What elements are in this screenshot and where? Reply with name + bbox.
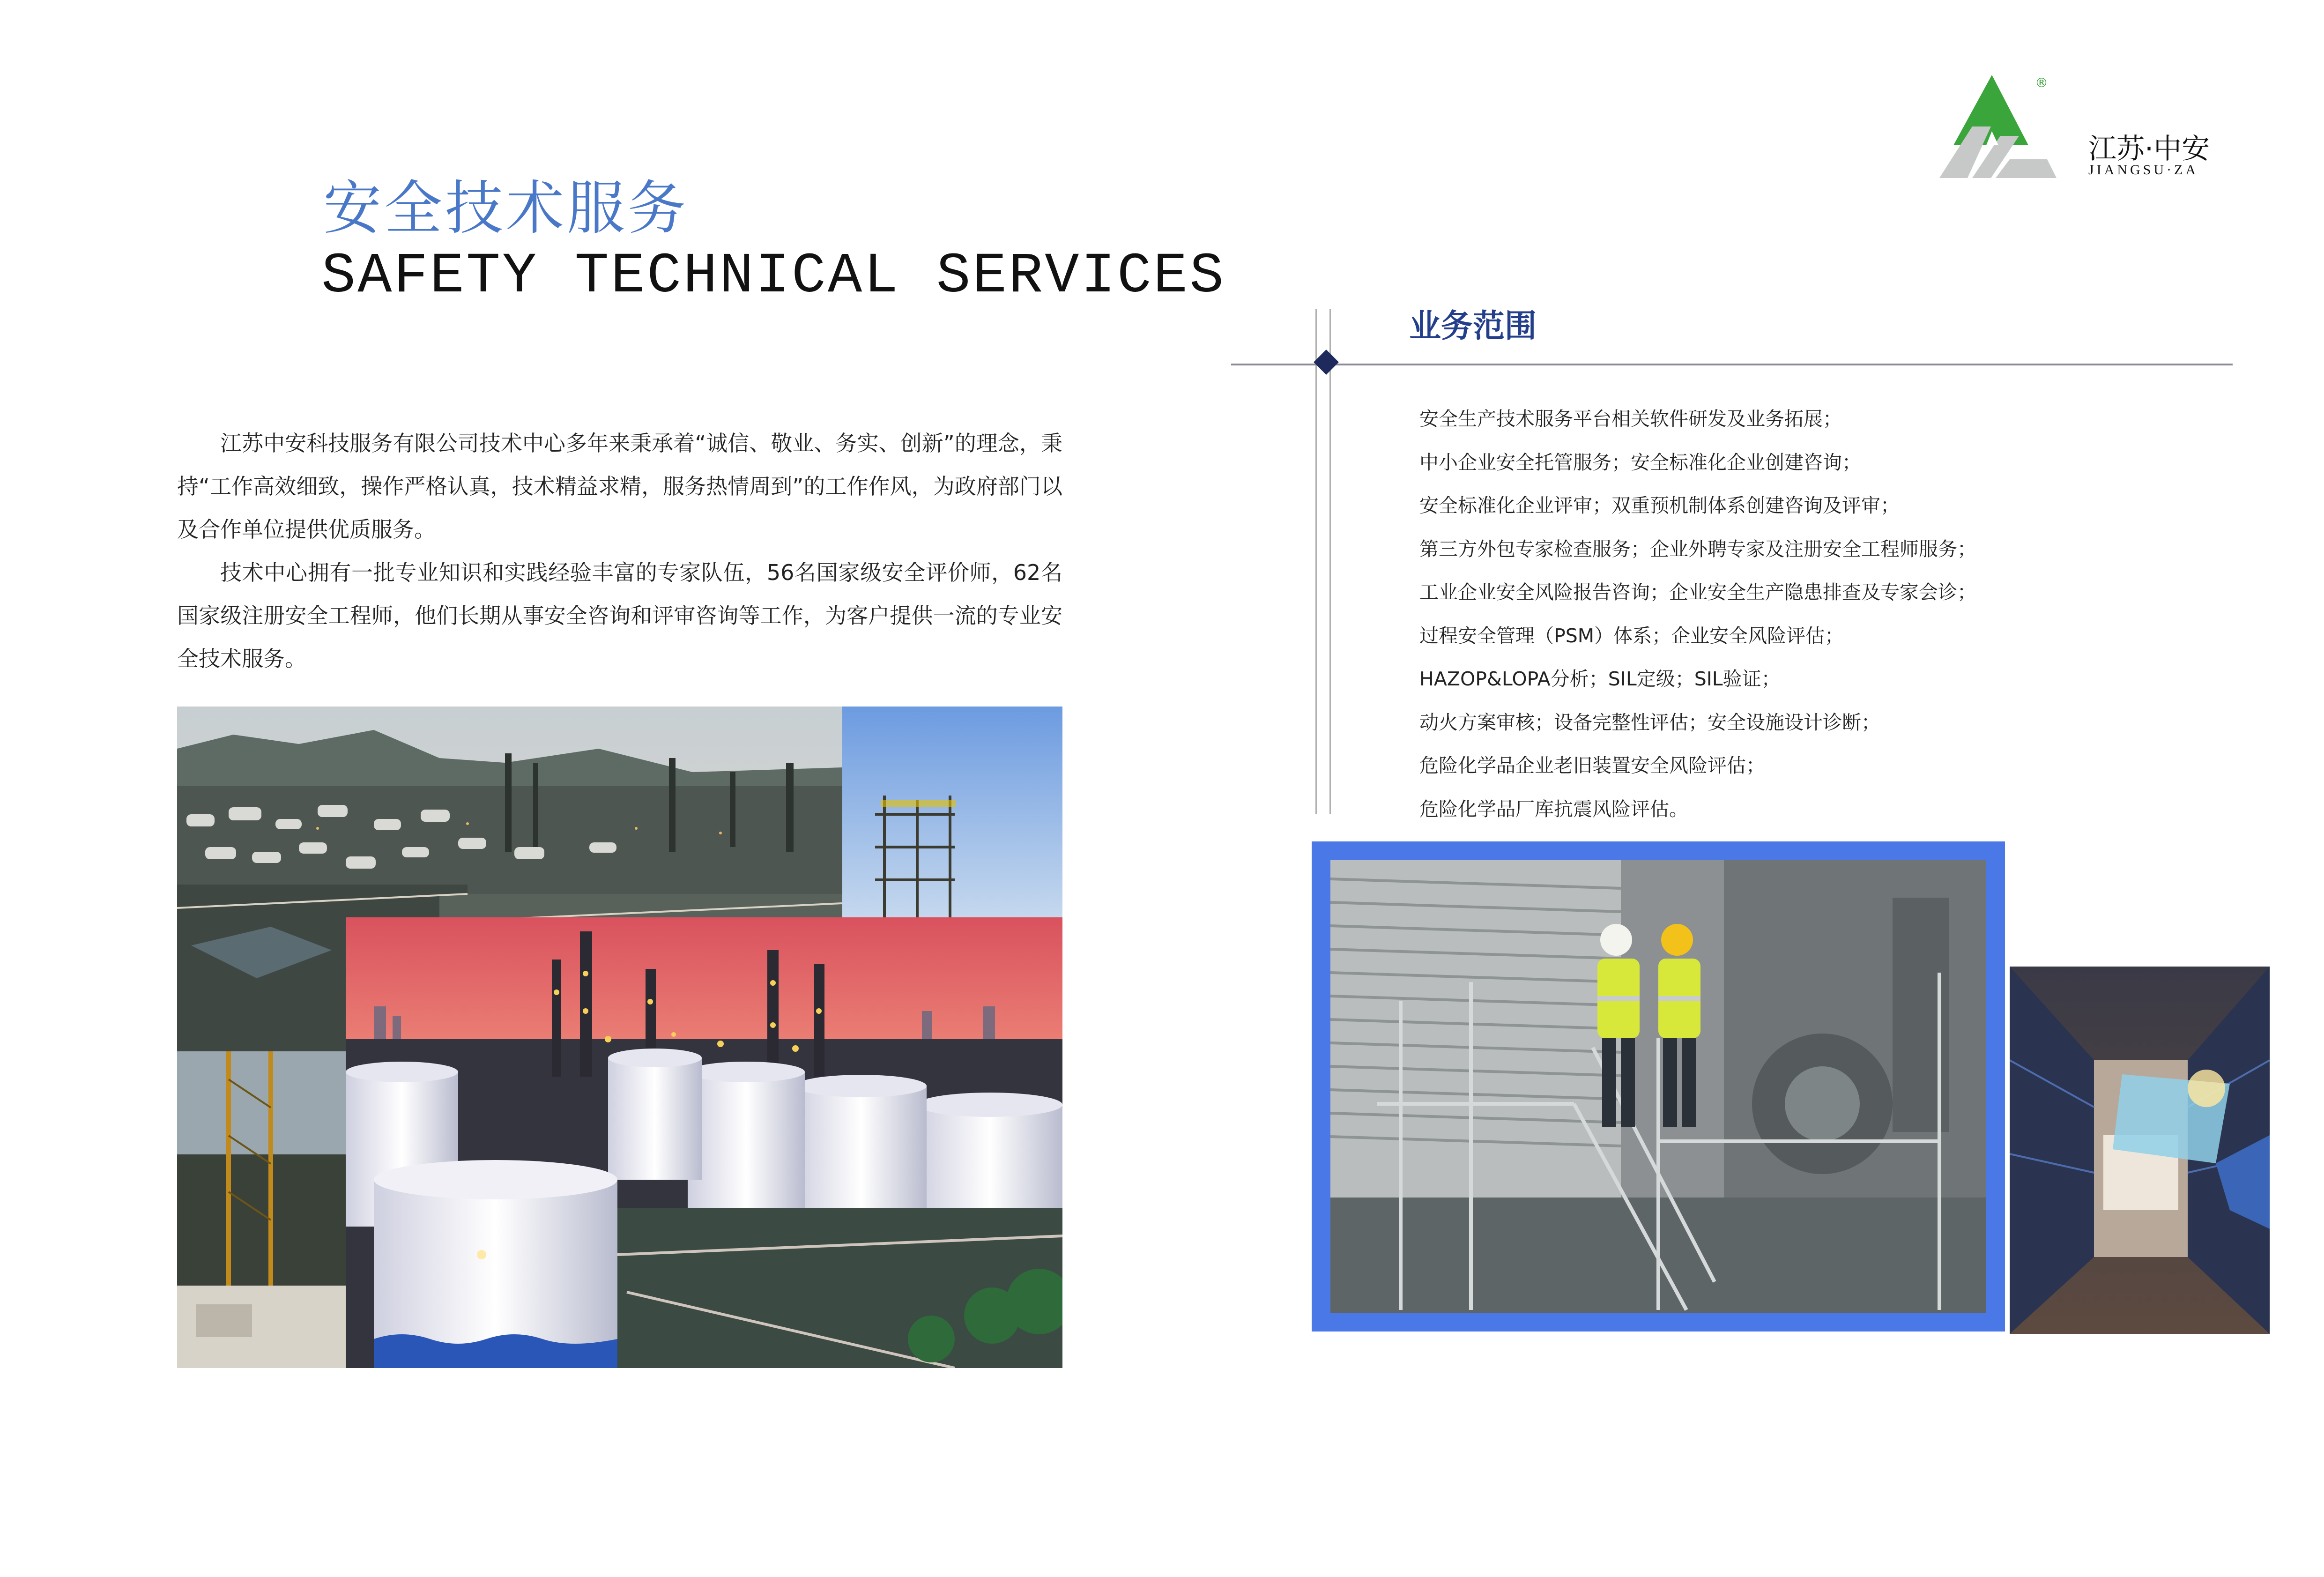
scope-item: 过程安全管理（PSM）体系；企业安全风险评估； bbox=[1419, 624, 1844, 647]
scope-item: 危险化学品厂库抗震风险评估。 bbox=[1419, 797, 1688, 820]
construction-crane-photo bbox=[177, 1051, 346, 1368]
diamond-marker-icon bbox=[1314, 350, 1339, 375]
scope-item: 安全生产技术服务平台相关软件研发及业务拓展； bbox=[1419, 408, 1842, 430]
vertical-rule-left bbox=[1315, 309, 1317, 814]
scope-item: 安全标准化企业评审；双重预机制体系创建咨询及评审； bbox=[1419, 494, 1900, 517]
scaffolding-sky-photo bbox=[842, 707, 1062, 917]
scope-list bbox=[1419, 397, 2216, 831]
scope-heading: 业务范围 bbox=[1409, 308, 1537, 345]
scope-item: 第三方外包专家检查服务；企业外聘专家及注册安全工程师服务； bbox=[1419, 537, 1976, 560]
scope-item: 动火方案审核；设备完整性评估；安全设施设计诊断； bbox=[1419, 711, 1880, 734]
logo-text-en: JIANGSU·ZA bbox=[2088, 162, 2198, 178]
plant-inspection-photo bbox=[1330, 860, 1986, 1313]
logo-mark-icon bbox=[1939, 75, 2057, 178]
tank-farm-sunset-photo bbox=[346, 917, 1062, 1368]
intro-paragraph-2: 技术中心拥有一批专业知识和实践经验丰富的专家队伍，56名国家级安全评价师，62名国家级注册安全工程师，他们长期从事安全咨询和评审咨询等工作，为客户提供一流的专业安全技术服务。 bbox=[177, 560, 1062, 671]
scope-item: HAZOP&LOPA分析；SIL定级；SIL验证； bbox=[1419, 668, 1781, 690]
scope-item: 危险化学品企业老旧装置安全风险评估； bbox=[1419, 754, 1765, 777]
page-title-en: SAFETY TECHNICAL SERVICES bbox=[321, 244, 1226, 309]
scope-item: 中小企业安全托管服务；安全标准化企业创建咨询； bbox=[1419, 451, 1861, 474]
inspection-photo-frame bbox=[1312, 841, 2005, 1332]
industrial-photo-collage bbox=[177, 707, 1062, 1368]
registered-mark: ® bbox=[2035, 75, 2048, 90]
page-title-cn: 安全技术服务 bbox=[323, 175, 689, 242]
logo-text-cn: 江苏·中安 bbox=[2088, 133, 2210, 165]
intro-text bbox=[177, 422, 1062, 680]
vertical-rule-right bbox=[1329, 309, 1331, 814]
horizontal-rule bbox=[1231, 364, 2233, 365]
intro-paragraph-1: 江苏中安科技服务有限公司技术中心多年来秉承着“诚信、敬业、务实、创新”的理念，秉持“工作高效细致，操作严格认真，技术精益求精，服务热情周到”的工作作风，为政府部门以及合作单位提供优质服务。 bbox=[177, 431, 1062, 542]
warehouse-tablet-photo bbox=[2010, 967, 2270, 1334]
scope-item: 工业企业安全风险报告咨询；企业安全生产隐患排查及专家会诊； bbox=[1419, 581, 1976, 603]
